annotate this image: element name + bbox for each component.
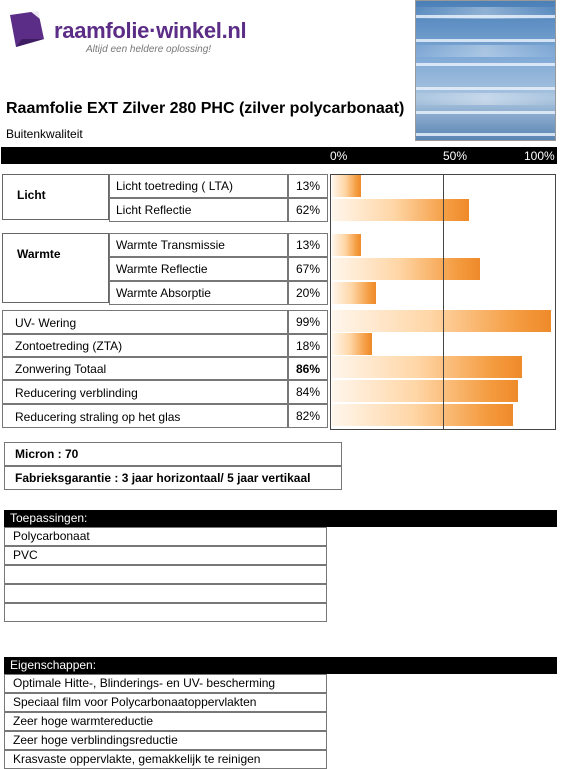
brand-name[interactable]: raamfolie·winkel.nl xyxy=(54,18,247,43)
brand-tagline: Altijd een heldere oplossing! xyxy=(86,44,212,55)
row-value-reducering-straling: 82% xyxy=(288,404,328,428)
group-label-warmte: Warmte xyxy=(17,247,61,261)
bar-lta xyxy=(332,175,361,197)
row-value-licht-reflectie: 62% xyxy=(288,198,328,222)
row-value-warmte-transmissie: 13% xyxy=(288,233,328,257)
row-value-warmte-reflectie: 67% xyxy=(288,257,328,281)
bar-licht-reflectie xyxy=(332,199,469,221)
scale-label-50: 50% xyxy=(443,149,468,163)
applications-item xyxy=(4,603,327,622)
micron-box: Micron : 70 xyxy=(4,442,342,466)
row-value-uv-wering: 99% xyxy=(288,310,328,334)
row-label-lta: Licht toetreding ( LTA) xyxy=(109,174,288,198)
chart-midline-50 xyxy=(443,174,444,430)
bar-warmte-absorptie xyxy=(332,282,376,304)
row-value-zta: 18% xyxy=(288,334,328,357)
row-label-zonwering-totaal: Zonwering Totaal xyxy=(2,357,288,380)
applications-item: PVC xyxy=(4,546,327,565)
row-label-uv-wering: UV- Wering xyxy=(2,310,288,334)
group-label-licht: Licht xyxy=(17,188,46,202)
row-label-licht-reflectie: Licht Reflectie xyxy=(109,198,288,222)
scale-label-100: 100% xyxy=(524,149,555,163)
scale-label-0: 0% xyxy=(330,149,348,163)
row-label-warmte-transmissie: Warmte Transmissie xyxy=(109,233,288,257)
product-subtitle: Buitenkwaliteit xyxy=(6,127,83,141)
row-label-zta: Zontoetreding (ZTA) xyxy=(2,334,288,357)
properties-item: Speciaal film voor Polycarbonaatoppervlakten xyxy=(4,693,327,712)
bar-zonwering-totaal xyxy=(332,356,522,378)
window-facade-photo xyxy=(415,0,556,141)
row-label-reducering-verblinding: Reducering verblinding xyxy=(2,380,288,404)
bar-uv-wering xyxy=(332,310,551,332)
group-box-warmte xyxy=(2,233,109,303)
applications-heading: Toepassingen: xyxy=(4,510,557,527)
bar-zta xyxy=(332,333,372,355)
row-value-warmte-absorptie: 20% xyxy=(288,281,328,305)
bar-reducering-straling xyxy=(332,404,513,426)
properties-item: Krasvaste oppervlakte, gemakkelijk te reinigen xyxy=(4,750,327,769)
properties-item: Optimale Hitte-, Blinderings- en UV- bescherming xyxy=(4,674,327,693)
row-value-reducering-verblinding: 84% xyxy=(288,380,328,404)
applications-item: Polycarbonaat xyxy=(4,527,327,546)
bar-reducering-verblinding xyxy=(332,380,518,402)
warranty-box: Fabrieksgarantie : 3 jaar horizontaal/ 5 jaar vertikaal xyxy=(4,466,342,490)
row-label-reducering-straling: Reducering straling op het glas xyxy=(2,404,288,428)
row-value-lta: 13% xyxy=(288,174,328,198)
product-title: Raamfolie EXT Zilver 280 PHC (zilver polycarbonaat) xyxy=(6,100,405,117)
scale-header-bar xyxy=(1,147,557,164)
properties-item: Zeer hoge verblindingsreductie xyxy=(4,731,327,750)
bar-warmte-reflectie xyxy=(332,258,480,280)
properties-item: Zeer hoge warmtereductie xyxy=(4,712,327,731)
applications-item xyxy=(4,565,327,584)
properties-heading: Eigenschappen: xyxy=(4,657,557,674)
bar-warmte-transmissie xyxy=(332,234,361,256)
row-label-warmte-reflectie: Warmte Reflectie xyxy=(109,257,288,281)
brand-logo-icon xyxy=(8,9,46,51)
row-value-zonwering-totaal: 86% xyxy=(288,357,328,380)
applications-item xyxy=(4,584,327,603)
row-label-warmte-absorptie: Warmte Absorptie xyxy=(109,281,288,305)
